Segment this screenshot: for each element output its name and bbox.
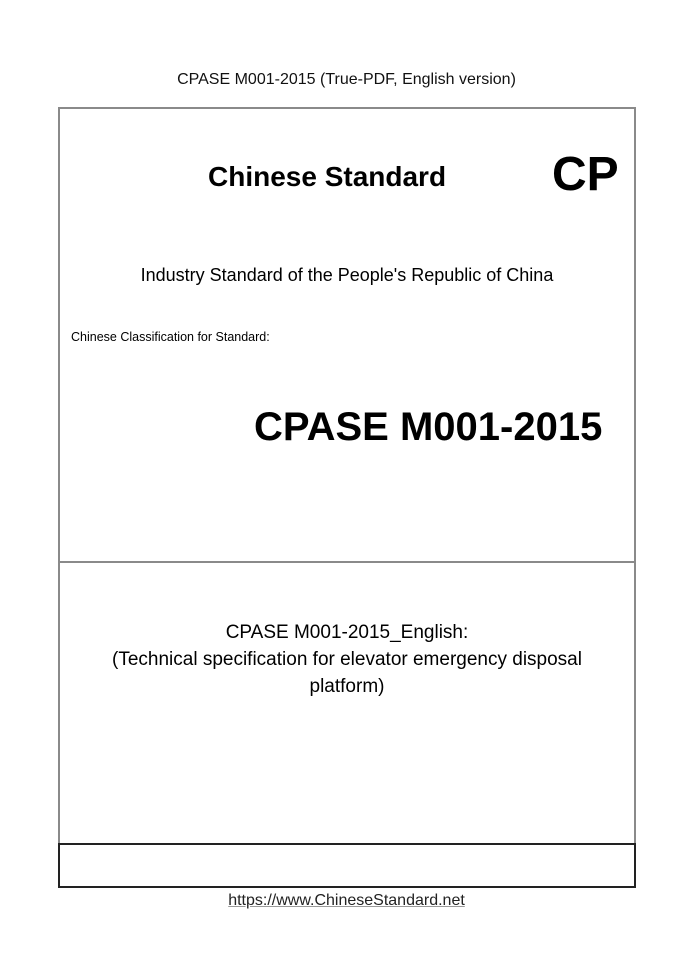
document-title	[60, 619, 634, 700]
document-title-line-1: CPASE M001-2015_English:	[225, 622, 469, 643]
footer	[0, 892, 693, 910]
classification-label: Chinese Classification for Standard:	[71, 330, 270, 344]
cover-title: Chinese Standard	[208, 161, 447, 192]
page-header: CPASE M001-2015 (True-PDF, English version)	[177, 71, 516, 88]
standard-number: CPASE M001-2015	[254, 405, 603, 449]
cover-title-section	[60, 563, 634, 845]
document-title-line-3: platform)	[309, 676, 385, 697]
standard-code-mark: CP	[552, 148, 619, 201]
cover-top-section	[60, 109, 634, 563]
industry-line: Industry Standard of the People's Republic of China	[140, 265, 554, 285]
cover-bottom-box	[58, 843, 636, 888]
website-link[interactable]: https://www.ChineseStandard.net	[228, 892, 465, 909]
document-title-line-2: (Technical specification for elevator emergency disposal	[112, 649, 582, 670]
cover-frame	[58, 107, 636, 888]
